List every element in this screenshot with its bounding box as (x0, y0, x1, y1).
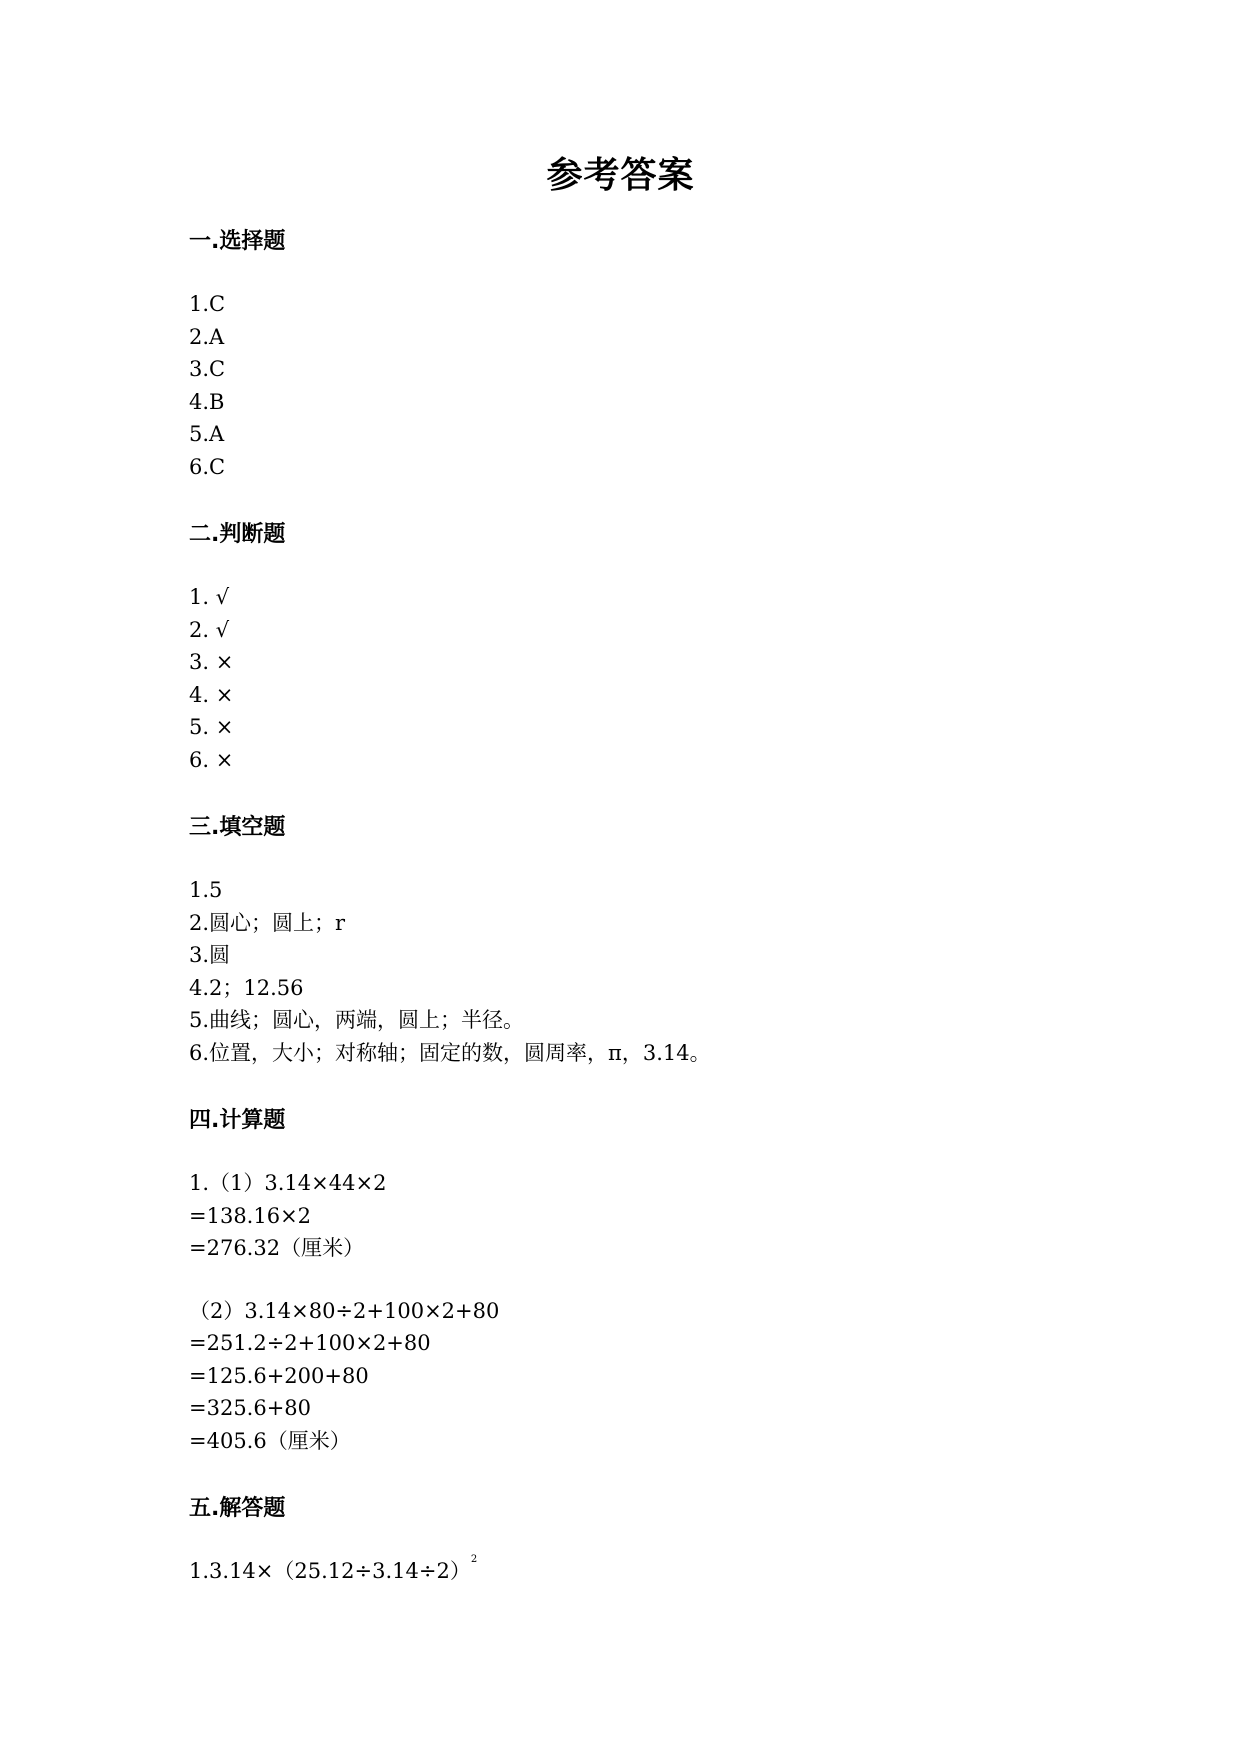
answer-line: 4.2；12.56 (189, 975, 304, 1000)
answer-list (189, 874, 1089, 1069)
answer-line: 5. × (189, 715, 234, 739)
answer-line: 5.A (189, 422, 225, 446)
answer-list (189, 1167, 1089, 1457)
section-true-false (189, 519, 1089, 776)
section-heading: 三.填空题 (189, 815, 286, 840)
answer-line: 1.5 (189, 878, 223, 902)
answer-line: 4.B (189, 389, 225, 414)
answer-line: =138.16×2 (189, 1203, 312, 1228)
answer-line: =251.2÷2+100×2+80 (189, 1331, 431, 1355)
answer-list (189, 1555, 1089, 1588)
answer-line: 2.A (189, 324, 225, 349)
section-multiple-choice (189, 226, 1089, 483)
answer-line: 6.C (189, 454, 226, 479)
answer-line: 5.曲线；圆心，两端，圆上；半径。 (189, 1008, 525, 1032)
exponent-superscript: 2 (470, 1554, 478, 1565)
answer-line: 2. √ (189, 617, 230, 642)
answer-line: 1.C (189, 292, 226, 316)
blank-line (189, 1265, 1089, 1295)
answer-line: 2.圆心；圆上；r (189, 910, 346, 935)
answer-content (189, 226, 1089, 1588)
page-title: 参考答案 (546, 154, 695, 196)
answer-list (189, 288, 1089, 483)
answer-list (189, 581, 1089, 776)
answer-line: 1. √ (189, 585, 230, 609)
formula-text: 1.3.14×（25.12÷3.14÷2） (189, 1559, 471, 1583)
answer-line: =276.32（厘米） (189, 1236, 365, 1260)
answer-line: （2）3.14×80÷2+100×2+80 (189, 1298, 500, 1323)
section-heading: 四.计算题 (189, 1108, 286, 1133)
answer-line: 6. × (189, 747, 234, 772)
answer-line: 6.位置，大小；对称轴；固定的数，圆周率，π，3.14。 (189, 1040, 711, 1065)
answer-line: =125.6+200+80 (189, 1363, 369, 1388)
answer-line: 1.（1）3.14×44×2 (189, 1171, 387, 1195)
answer-line (189, 1555, 1089, 1588)
section-heading: 二.判断题 (189, 522, 286, 547)
answer-line: 3. × (189, 650, 234, 674)
answer-line: 4. × (189, 682, 234, 707)
section-word-problems (189, 1493, 1089, 1588)
section-fill-in-blank (189, 812, 1089, 1069)
answer-line: =325.6+80 (189, 1396, 312, 1420)
answer-line: 3.C (189, 357, 226, 381)
answer-line: =405.6（厘米） (189, 1428, 351, 1453)
section-heading: 一.选择题 (189, 229, 286, 254)
section-heading: 五.解答题 (189, 1496, 286, 1521)
section-calculation (189, 1105, 1089, 1457)
answer-line: 3.圆 (189, 943, 231, 967)
